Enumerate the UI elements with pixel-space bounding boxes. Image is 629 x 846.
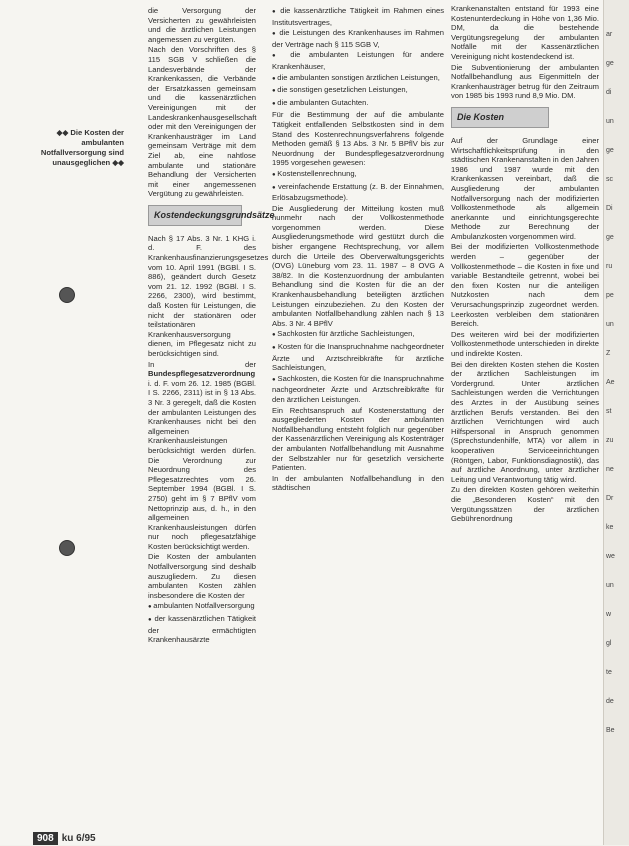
strip-fragment: st bbox=[606, 408, 612, 415]
strip-fragment: de bbox=[606, 698, 614, 705]
strip-fragment: di bbox=[606, 89, 612, 96]
list-item: ● die sonstigen gesetzlichen Leistungen, bbox=[272, 85, 444, 97]
list-item: ● Kostenstellenrechnung, bbox=[272, 169, 444, 181]
paragraph: Des weiteren wird bei der modifizierten Vollkostenmethode unterschieden in direkte und indirekte Kosten. bbox=[451, 329, 599, 358]
list-item: ● Sachkosten für ärztliche Sachleistungen, bbox=[272, 329, 444, 341]
paragraph: Bei den direkten Kosten stehen die Kosten der ärztlichen Sachleistungen im Vordergrund. Unter ärztlichen Sachleistungen werden die Verrichtungen des Arztes in der Ausübung seines ärztlichen Berufs verstanden. Bei den ärztlichen Verrichtungen wird auch Hilfspersonal in Anspruch genommen (Sprechstundenhilfe, MTA) vor allem in kooperativen Serviceeinrichtungen (Röntgen, Labor, Funktionsdiagnostik), das auf ärztliche Anordnung, unter ärztlicher Leitung und Verantwortung tätig wird. bbox=[451, 359, 599, 484]
list-item: ● vereinfachende Erstattung (z. B. der Einnahmen, Erlösabzugsmethode). bbox=[272, 182, 444, 203]
strip-fragment: pe bbox=[606, 292, 614, 299]
strip-fragment: Z bbox=[606, 350, 611, 357]
strip-fragment: ne bbox=[606, 466, 614, 473]
adjacent-page-strip bbox=[603, 0, 629, 845]
strip-fragment: ge bbox=[606, 60, 614, 67]
strip-fragment: w bbox=[606, 611, 612, 618]
list-item: ● ambulanten Notfallversorgung bbox=[148, 601, 256, 613]
strip-fragment: we bbox=[606, 553, 615, 560]
list-item: ● die Leistungen des Krankenhauses im Rahmen der Verträge nach § 115 SGB V, bbox=[272, 28, 444, 49]
punch-hole-icon bbox=[59, 287, 75, 303]
section-heading: Kostendeckungsgrundsätze bbox=[148, 205, 242, 226]
strip-fragment: un bbox=[606, 321, 614, 328]
strip-fragment: Di bbox=[606, 205, 613, 212]
paragraph: Für die Bestimmung der auf die ambulante Tätigkeit entfallenden Selbstkosten sind in dem Stand des Kostenrechnungsverfahrens folgende Methoden gemäß § 13 Abs. 3 Nr. 5 BPflV bis zur Neuordnung der Bundespflegesatzverordnung 1995 vorgesehen gewesen: bbox=[272, 110, 444, 168]
list-item: ● Kosten für die Inanspruchnahme nachgeordneter Ärzte und Arztschreibkräfte für ärztliche Sachleistungen, bbox=[272, 342, 444, 373]
margin-note: ◆◆ Die Kosten der ambulanten Notfallversorgung sind unausgeglichen ◆◆ bbox=[40, 128, 124, 167]
list-item: ● die kassenärztliche Tätigkeit im Rahmen eines Institutsvertrages, bbox=[272, 6, 444, 27]
list-item: ● die ambulanten Leistungen für andere Krankenhäuser, bbox=[272, 50, 444, 71]
paragraph: Krankenanstalten entstand für 1993 eine Kostenunterdeckung in Höhe von 1,36 Mio. DM, da die bestehende Vergütungsregelung der ambulanten Notfälle mit der Kassenärztlichen Vereinigung nicht kostendeckend ist. bbox=[451, 4, 599, 61]
bullet-icon: ◆◆ bbox=[56, 128, 71, 137]
list-item: ● die ambulanten sonstigen ärztlichen Leistungen, bbox=[272, 73, 444, 85]
page-number: 908 bbox=[33, 832, 58, 845]
text-column-1 bbox=[148, 6, 275, 646]
punch-hole-icon bbox=[59, 540, 75, 556]
strip-fragment: ge bbox=[606, 234, 614, 241]
strip-fragment: gl bbox=[606, 640, 612, 647]
paragraph: Nach § 17 Abs. 3 Nr. 1 KHG i. d. F. des Krankenhausfinanzierungsgesetzes vom 10. April 1991 (BGBl. I S. 886), geändert durch Gesetz vom 21. 12. 1992 (BGBl. I S. 2266, 2300), wird bestimmt, daß Kosten für Leistungen, die nicht der stationären oder teilstationären Krankenhausversorgung dienen, im Pflegesatz nicht zu berücksichtigen sind. bbox=[148, 233, 269, 358]
list-item: ● der kassenärztlichen Tätigkeit der ermächtigten Krankenhausärzte bbox=[148, 614, 256, 645]
paragraph: Zu den direkten Kosten gehören weiterhin die „Besonderen Kosten“ mit den Vergütungssätzen der ärztlichen Gebührenordnung bbox=[451, 485, 599, 524]
strip-fragment: zu bbox=[606, 437, 614, 444]
strip-fragment: Dr bbox=[606, 495, 614, 502]
paragraph: In der ambulanten Notfallbehandlung in den städtischen bbox=[272, 473, 444, 493]
strip-fragment: te bbox=[606, 669, 612, 676]
strip-fragment: un bbox=[606, 582, 614, 589]
paragraph: Die Ausgliederung der Mitteilung kosten muß nunmehr nach der Vollkostenmethode vorgenommen werden. Diese Ausgliederungsmethode wird gestützt durch die bisher ergangene Rechtsprechung, vor allem durch die Urteile des Oberverwaltungsgerichts (OVG) Lüneburg vom 23. 11. 1987 – 8 OVG A 38/82. In die Kostenzuordnung der ambulanten Behandlung sind die Kosten für die an der Krankenhausbehandlung beteiligten ärztlichen Leistungen einzubeziehen. Zu den Kosten der ambulanten Notfallbehandlung zählen nach § 13 Abs. 3 Nr. 4 BPflV bbox=[272, 203, 444, 328]
paragraph: Die Subventionierung der ambulanten Notfallbehandlung aus Eigenmitteln der Krankenhausträger betrug für den Zeitraum von 1985 bis 1993 rund 8,9 Mio. DM. bbox=[451, 62, 599, 101]
paragraph: Die Kosten der ambulanten Notfallversorgung sind deshalb auszugliedern. Zu diesen ambulanten Kosten zählen insbesondere die Kosten der bbox=[148, 552, 256, 600]
text-column-2 bbox=[272, 6, 444, 494]
strip-fragment: ge bbox=[606, 147, 614, 154]
bullet-icon: ◆◆ bbox=[110, 158, 124, 167]
paragraph: Auf der Grundlage einer Wirtschaftlichkeitsprüfung in den städtischen Krankenanstalten in den Jahren 1986 und 1987 wurde mit den Krankenkassen vereinbart, daß die Ausgliederung der ambulanten Notfallversorgung nach der modifizierten Vollkostenmethode als allgemein anerkannte und einrichtungsgerechte Methode zur Berechnung der Ambulanzkosten vorgenommen wird. bbox=[451, 135, 599, 241]
journal-label: ku 6/95 bbox=[61, 832, 96, 844]
paragraph: die Versorgung der Versicherten zu gewährleisten und die ärztlichen Leistungen angemessen zu vergüten. bbox=[148, 6, 256, 44]
section-heading: Die Kosten bbox=[451, 107, 549, 128]
strip-fragment: sc bbox=[606, 176, 613, 183]
paragraph: Bei der modifizierten Vollkostenmethode werden – gegenüber der Vollkostenmethode – die Kosten in fixe und variable Bestandteile getrennt, wobei bei den fixen Kosten nur die anteiligen Nutzkosten nach dem Verursachungsprinzip zugeordnet werden. Leerkosten verbleiben dem stationären Bereich. bbox=[451, 242, 599, 329]
paragraph: Ein Rechtsanspruch auf Kostenerstattung der ausgegliederten Kosten der ambulanten Notfallbehandlung entsteht folglich nur gegenüber der Kassenärztlichen Vereinigung als Kostenträger der ambulanten Notfallbehandlung mit Ausnahme der Selbstzahler nur für gesetzlich versicherte Patienten. bbox=[272, 405, 444, 473]
list-item: ● Sachkosten, die Kosten für die Inanspruchnahme nachgeordneter Ärzte und Arztschreibkräfte für den ärztlichen Leistungen. bbox=[272, 374, 444, 405]
page-footer bbox=[33, 830, 96, 846]
strip-fragment: ar bbox=[606, 31, 613, 38]
strip-fragment: Ae bbox=[606, 379, 615, 386]
paragraph: In der Bundespflegesatzverordnung i. d. F. vom 26. 12. 1985 (BGBl. I S. 2266, 2311) ist in § 13 Abs. 3 Nr. 3 geregelt, daß die Kosten der ambulanten Leistungen des Krankenhauses nicht bei den allgemeinen Krankenhausleistungen berücksichtigt werden dürfen. Die Verordnung zur Neuordnung des Pflegesatzrechtes vom 26. September 1994 (BGBl. I S. 2750) geht im § 7 BPflV vom Nettoprinzip aus, d. h., in den allgemeinen Krankenhausleistungen dürfen nur noch pflegesatzfähige Kosten berücksichtigt werden. bbox=[148, 359, 256, 551]
strip-fragment: Be bbox=[606, 727, 615, 734]
list-item: ● die ambulanten Gutachten. bbox=[272, 98, 444, 110]
strip-fragment: ru bbox=[606, 263, 613, 270]
strip-fragment: ke bbox=[606, 524, 614, 531]
strip-fragment: un bbox=[606, 118, 614, 125]
text-column-3 bbox=[451, 4, 599, 525]
paragraph: Nach den Vorschriften des § 115 SGB V schließen die Landesverbände der Krankenkassen, die Verbände der Ersatzkassen gemeinsam und die kassenärztlichen Vereinigungen mit der Landeskrankenhausgesellschaft oder mit den Vereinigungen der Krankenhausträger im Land gemeinsam Verträge mit dem Ziel ab, eine nahtlose ambulante und stationäre Behandlung der Versicherten mit einer angemessenen Vergütung zu gewährleisten. bbox=[148, 45, 257, 199]
